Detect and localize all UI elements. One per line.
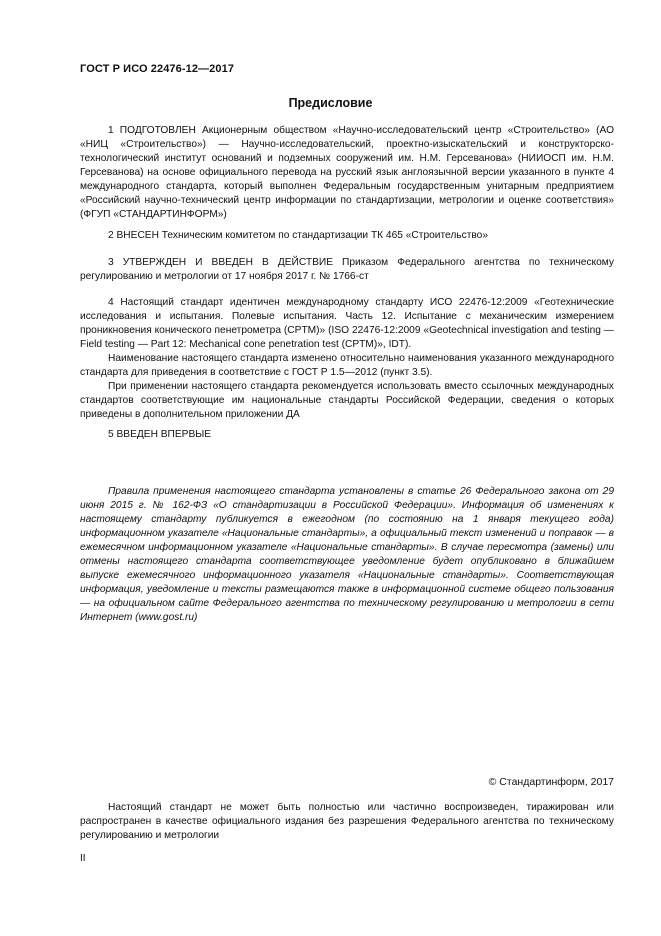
application-rules-text: Правила применения настоящего стандарта установлены в статье 26 Федерального закона от 29 июня 2015 г. № 162-ФЗ «О стандартизации в Российской Федерации». Информация об изменениях к настоящему стандарту публикуется в ежегодном (по состоянию на 1 января текущего года) информационном указателе «Национальные стандарты», а официальный текст изменений и поправок — в ежемесячном информационном указателе «Национальные стандарты». В случае пересмотра (замены) или отмены настоящего стандарта соответствующее уведомление будет опубликовано в ближайшем выпуске ежемесячного информационного указателя «Национальные стандарты». Соответствующая информация, уведомление и тексты размещаются также в информационной системе общего пользования — на официальном сайте Федерального агентства по техническому регулированию и метрологии в сети Интернет (www.gost.ru) [80,486,614,623]
foreword-item-5 [80,428,614,442]
page-number: II [80,853,86,864]
foreword-item-3-text: 3 УТВЕРЖДЕН И ВВЕДЕН В ДЕЙСТВИЕ Приказом Федерального агентства по техническому регулированию и метрологии от 17 ноября 2017 г. № 1766-ст [80,257,614,282]
page-title: Предисловие [288,96,373,110]
reproduction-notice [80,801,614,843]
application-rules-notice [80,485,614,625]
foreword-item-4-text: 4 Настоящий стандарт идентичен международному стандарту ИСО 22476-12:2009 «Геотехнические исследования и испытания. Полевые испытания. Часть 12. Испытание с механическим измерением проникновения конического пенетрометра (CPTM)» (ISO 22476-12:2009 «Geotechnical investigation and testing — Field testing — Part 12: Mechanical cone penetration test (CPTM)», IDT). [80,297,614,350]
copyright-line: © Стандартинформ, 2017 [488,776,614,788]
foreword-item-3 [80,256,614,284]
foreword-item-4-name-change: Наименование настоящего стандарта изменено относительно наименования указанного международного стандарта для приведения в соответствие с ГОСТ Р 1.5—2012 (пункт 3.5). [80,353,614,378]
foreword-item-4 [80,296,614,422]
standard-id-header: ГОСТ Р ИСО 22476-12—2017 [80,63,235,75]
foreword-item-2-text: 2 ВНЕСЕН Техническим комитетом по стандартизации ТК 465 «Строительство» [108,230,488,241]
foreword-item-1 [80,124,614,222]
foreword-item-4-references: При применении настоящего стандарта рекомендуется использовать вместо ссылочных международных стандартов соответствующие им национальные стандарты Российской Федерации, сведения о которых приведены в дополнительном приложении ДА [80,381,614,420]
foreword-item-2 [80,229,614,243]
foreword-item-1-text: 1 ПОДГОТОВЛЕН Акционерным обществом «Научно-исследовательский центр «Строительство» (АО «НИЦ «Строительство») — Научно-исследовательский, проектно-изыскательский и конструкторско-технологический институт оснований и подземных сооружений им. Н.М. Герсеванова» (НИИОСП им. Н.М. Герсеванова) на основе официального перевода на русский язык англоязычной версии указанного в пункте 4 международного стандарта, который выполнен Федеральным государственным унитарным предприятием «Российский научно-технический центр информации по стандартизации, метрологии и оценке соответствия» (ФГУП «СТАНДАРТИНФОРМ») [80,125,614,220]
reproduction-text: Настоящий стандарт не может быть полностью или частично воспроизведен, тиражирован или распространен в качестве официального издания без разрешения Федерального агентства по техническому регулированию и метрологии [80,802,614,841]
foreword-item-5-text: 5 ВВЕДЕН ВПЕРВЫЕ [108,429,212,440]
